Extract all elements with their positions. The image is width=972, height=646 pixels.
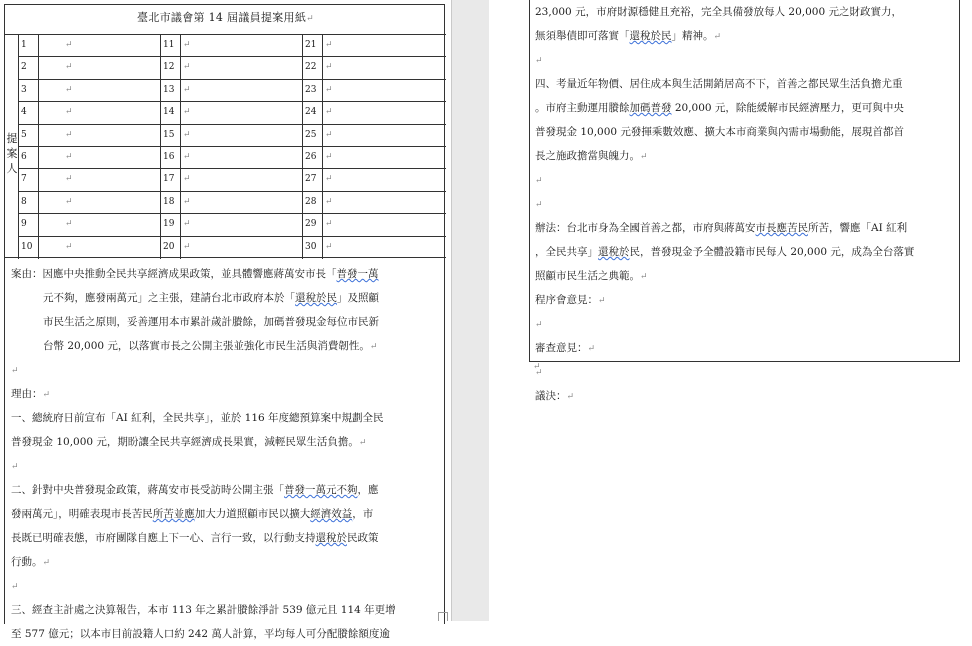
proposer-row: [19, 192, 446, 214]
paragraph-mark-icon: ↵: [535, 200, 543, 210]
reason-4-paragraph[interactable]: [535, 72, 961, 168]
proposer-signature-cell[interactable]: [39, 80, 161, 102]
paragraph-mark-icon: ↵: [535, 176, 543, 186]
paragraph-mark-icon: ↵: [325, 219, 333, 230]
proposer-seat-number: 14: [161, 102, 181, 124]
reason-text: 。市府主動運用賸餘: [535, 102, 630, 114]
proposer-signature-cell[interactable]: [323, 35, 446, 57]
paragraph-mark-icon: ↵: [65, 84, 73, 95]
proposal-form-frame: [4, 4, 445, 640]
proposer-label-char: 提: [6, 132, 18, 145]
reason-text: 普發現金 10,000 元發揮乘數效應、擴大本市商業與內需市場動能，展現首都首: [535, 126, 904, 138]
proposer-seat-number: 26: [303, 147, 323, 169]
proposal-body-continued: [535, 0, 961, 408]
reason-1-paragraph[interactable]: [11, 406, 443, 454]
proposer-row: [19, 125, 446, 147]
paragraph-mark-icon: ↵: [598, 296, 606, 306]
proposer-signature-cell[interactable]: [323, 80, 446, 102]
proposer-signature-cell[interactable]: [323, 125, 446, 147]
cause-text: 因應中央推動全民共享經濟成果政策，並具體響應蔣萬安市長「: [42, 268, 337, 280]
paragraph-mark-icon: ↵: [183, 129, 191, 140]
reason-text: 三、經查主計處之決算報告，本市 113 年之累計賸餘淨計 539 億元且 114 年更增: [11, 604, 396, 616]
paragraph-mark-icon: ↵: [183, 84, 191, 95]
proposer-signature-cell[interactable]: [181, 192, 303, 214]
reason-text: 長既已明確表態，市府團隊自應上下一心、言行一致，以行動支持: [11, 532, 316, 544]
proposer-signature-cell[interactable]: [39, 169, 161, 191]
proposer-signature-cell[interactable]: [323, 102, 446, 124]
proposer-row: [19, 147, 446, 169]
reason-text: 一、總統府日前宣布「AI 紅利，全民共享」，並於 116 年度總預算案中規劃全民: [11, 412, 384, 424]
document-page-2: [489, 0, 972, 621]
proposer-seat-number: 16: [161, 147, 181, 169]
proposer-seat-number: 3: [19, 80, 39, 102]
highlighted-phrase: 還稅於: [598, 246, 630, 258]
reason-text: 23,000 元，市府財源穩健且充裕，完全具備發放每人 20,000 元之財政實力，: [535, 6, 902, 18]
proposer-seat-number: 5: [19, 125, 39, 147]
reason-text: ，市: [352, 508, 374, 520]
proposer-seat-number: 18: [161, 192, 181, 214]
paragraph-mark-icon: ↵: [183, 196, 191, 207]
reason-text: 加大力道照顧市民以擴大: [194, 508, 311, 520]
proposer-signature-cell[interactable]: [39, 57, 161, 79]
proposer-row: [19, 169, 446, 191]
paragraph-mark-icon: ↵: [325, 107, 333, 118]
paragraph-mark-icon: ↵: [535, 368, 543, 378]
proposer-signature-cell[interactable]: [39, 125, 161, 147]
proposer-signature-cell[interactable]: [39, 192, 161, 214]
proposer-seat-number: 27: [303, 169, 323, 191]
paragraph-mark-icon: ↵: [325, 174, 333, 185]
proposer-seat-number: 25: [303, 125, 323, 147]
proposer-row: [19, 102, 446, 124]
cause-text: 台幣 20,000 元，以落實市長之公開主張並強化市民生活與消費韌性。: [43, 340, 370, 352]
reason-text: 二、針對中央普發現金政策，蔣萬安市長受訪時公開主張「: [11, 484, 284, 496]
proposer-seat-number: 17: [161, 169, 181, 191]
paragraph-mark-icon: ↵: [42, 390, 51, 400]
proposer-seat-number: 19: [161, 214, 181, 236]
paragraph-mark-icon: ↵: [65, 107, 73, 118]
paragraph-mark-icon: ↵: [183, 107, 191, 118]
proposer-signature-cell[interactable]: [181, 80, 303, 102]
proposer-signature-cell[interactable]: [181, 35, 303, 57]
proposer-signature-cell[interactable]: [181, 214, 303, 236]
proposer-signature-cell[interactable]: [39, 147, 161, 169]
proposer-seat-number: 10: [19, 237, 39, 259]
paragraph-mark-icon: ↵: [65, 62, 73, 73]
cause-text: 市民生活之原則，妥善運用本市累計歲計賸餘，加碼普發現金每位市民新: [43, 316, 379, 328]
proposer-row: [19, 214, 446, 236]
paragraph-mark-icon: ↵: [183, 241, 191, 252]
proposer-signature-cell[interactable]: [323, 147, 446, 169]
proposer-seat-number: 20: [161, 237, 181, 259]
cause-label: 案由：: [11, 268, 43, 280]
paragraph-mark-icon: ↵: [65, 152, 73, 162]
proposer-signature-cell[interactable]: [39, 214, 161, 236]
highlighted-phrase: 普發一萬元不夠: [284, 484, 358, 496]
proposer-seat-number: 12: [161, 57, 181, 79]
paragraph-mark-icon: ↵: [183, 219, 191, 230]
proposer-seat-number: 28: [303, 192, 323, 214]
reason-text: 長之施政擔當與魄力。: [535, 150, 640, 162]
highlighted-phrase: 市長應苦民: [755, 222, 808, 234]
proposer-signature-cell[interactable]: [323, 57, 446, 79]
proposer-row: [19, 35, 446, 57]
page-break-marker: [438, 612, 448, 621]
paragraph-mark-icon: ↵: [369, 342, 378, 352]
paragraph-mark-icon: ↵: [640, 272, 648, 282]
paragraph-mark-icon: ↵: [183, 152, 191, 162]
proposer-seat-number: 22: [303, 57, 323, 79]
paragraph-mark-icon: ↵: [42, 558, 51, 568]
highlighted-phrase: 經濟效益: [310, 508, 353, 520]
reason-label[interactable]: 理由：: [11, 388, 43, 400]
proposer-label-cell: [5, 35, 19, 259]
proposer-signature-cell[interactable]: [181, 125, 303, 147]
proposer-seat-number: 11: [161, 35, 181, 57]
paragraph-mark-icon: ↵: [325, 241, 333, 252]
proposer-seat-number: 30: [303, 237, 323, 259]
reason-text: 20,000 元，除能緩解市民經濟壓力，更可與中央: [671, 102, 904, 114]
proposer-label-char: 案: [6, 147, 18, 160]
method-text: 辦法：台北市身為全國首善之都，市府與蔣萬安: [535, 222, 756, 234]
paragraph-mark-icon: ↵: [65, 219, 73, 230]
highlighted-phrase: 還稅於民: [629, 30, 672, 42]
review-opinion-label[interactable]: 審查意見：: [535, 342, 588, 354]
proposer-signature-cell[interactable]: [39, 102, 161, 124]
paragraph-mark-icon: ↵: [587, 344, 596, 354]
method-paragraph[interactable]: [535, 216, 961, 288]
document-page-1: [0, 0, 452, 640]
reason-text: 四、考量近年物價、居住成本與生活開銷居高不下，首善之都民眾生活負擔尤重: [535, 78, 903, 90]
cause-paragraph[interactable]: [11, 262, 443, 358]
proposer-seat-number: 21: [303, 35, 323, 57]
highlighted-phrase: 還稅於: [315, 532, 347, 544]
method-text: 所苦，響應「AI 紅利: [808, 222, 908, 234]
proposal-body: [11, 262, 443, 646]
proposer-seat-number: 1: [19, 35, 39, 57]
reason-3-continued[interactable]: [535, 0, 961, 48]
paragraph-mark-icon: ↵: [65, 129, 73, 140]
proposer-signature-cell[interactable]: [181, 147, 303, 169]
proposer-signature-cell[interactable]: [323, 214, 446, 236]
highlighted-phrase: 所苦並應: [152, 508, 195, 520]
paragraph-mark-icon: ↵: [535, 320, 543, 330]
proposer-row: [19, 237, 446, 259]
paragraph-mark-icon: ↵: [325, 129, 333, 140]
reason-text: 民政策: [347, 532, 379, 544]
paragraph-mark-icon: ↵: [358, 438, 367, 448]
proposer-seat-number: 15: [161, 125, 181, 147]
paragraph-mark-icon: ↵: [325, 196, 333, 207]
paragraph-mark-icon: ↵: [11, 462, 19, 472]
paragraph-mark-icon: ↵: [566, 392, 575, 402]
proposer-signature-cell[interactable]: [181, 237, 303, 259]
reason-text: 至 577 億元；以本市目前設籍人口約 242 萬人計算，平均每人可分配賸餘額度逾: [11, 628, 390, 640]
proposer-seat-number: 9: [19, 214, 39, 236]
proposer-table: [5, 34, 446, 258]
reason-text: 發兩萬元」，明確表現市長苦民: [11, 508, 153, 520]
highlighted-phrase: 加碼普發: [629, 102, 672, 114]
paragraph-mark-icon: ↵: [11, 582, 19, 592]
paragraph-mark-icon: ↵: [306, 14, 314, 24]
paragraph-mark-icon: ↵: [183, 62, 191, 73]
paragraph-mark-icon: ↵: [640, 152, 648, 162]
proposer-row: [19, 80, 446, 102]
proposer-seat-number: 4: [19, 102, 39, 124]
paragraph-mark-icon: ↵: [183, 174, 191, 185]
highlighted-phrase: 普發一萬: [336, 268, 379, 280]
proposer-seat-number: 13: [161, 80, 181, 102]
paragraph-mark-icon: ↵: [533, 362, 541, 372]
paragraph-mark-icon: ↵: [325, 62, 333, 73]
method-text: ，全民共享」: [535, 246, 598, 258]
method-text: 照顧市民生活之典範。: [535, 270, 640, 282]
highlighted-phrase: 還稅於民: [295, 292, 337, 304]
reason-3-paragraph[interactable]: [11, 598, 443, 646]
paragraph-mark-icon: ↵: [325, 40, 333, 50]
reason-2-paragraph[interactable]: [11, 478, 443, 574]
proposer-seat-number: 7: [19, 169, 39, 191]
paragraph-mark-icon: ↵: [535, 56, 543, 66]
proposer-signature-cell[interactable]: [323, 169, 446, 191]
proposer-row: [19, 57, 446, 79]
reason-text: ，應: [357, 484, 379, 496]
reason-text: 普發現金 10,000 元，期盼讓全民共享經濟成長果實，減輕民眾生活負擔。: [11, 436, 359, 448]
paragraph-mark-icon: ↵: [65, 241, 73, 252]
paragraph-mark-icon: ↵: [65, 174, 73, 185]
reason-text: 行動。: [11, 556, 43, 568]
proposer-seat-number: 8: [19, 192, 39, 214]
reason-text: 」精神。: [671, 30, 714, 42]
procedure-opinion-label[interactable]: 程序會意見：: [535, 294, 598, 306]
proposer-signature-cell[interactable]: [39, 35, 161, 57]
paragraph-mark-icon: ↵: [183, 40, 191, 50]
reason-text: 無須舉債即可落實「: [535, 30, 630, 42]
paragraph-mark-icon: ↵: [325, 84, 333, 95]
proposer-signature-cell[interactable]: [323, 192, 446, 214]
proposer-signature-cell[interactable]: [181, 57, 303, 79]
proposer-signature-cell[interactable]: [39, 237, 161, 259]
resolution-label[interactable]: 議決：: [535, 390, 567, 402]
proposer-seat-number: 29: [303, 214, 323, 236]
proposer-seat-number: 6: [19, 147, 39, 169]
cause-text: 元不夠，應發兩萬元」之主張，建請台北市政府本於「: [43, 292, 295, 304]
proposer-seat-number: 2: [19, 57, 39, 79]
cause-text: 」及照顧: [337, 292, 379, 304]
document-title-text[interactable]: 臺北市議會第 14 屆議員提案用紙: [137, 11, 307, 24]
paragraph-mark-icon: ↵: [325, 152, 333, 162]
proposer-seat-number: 23: [303, 80, 323, 102]
document-title: [5, 9, 446, 25]
proposer-signature-cell[interactable]: [181, 102, 303, 124]
proposer-label-char: 人: [6, 162, 18, 175]
method-text: 民，普發現金予全體設籍市民每人 20,000 元，成為全台落實: [629, 246, 915, 258]
paragraph-mark-icon: ↵: [713, 32, 722, 42]
proposer-signature-cell[interactable]: [181, 169, 303, 191]
paragraph-mark-icon: ↵: [65, 196, 73, 207]
paragraph-mark-icon: ↵: [65, 40, 73, 50]
proposer-signature-cell[interactable]: [323, 237, 446, 259]
paragraph-mark-icon: ↵: [11, 366, 19, 376]
proposer-seat-number: 24: [303, 102, 323, 124]
proposer-label: [5, 131, 19, 176]
